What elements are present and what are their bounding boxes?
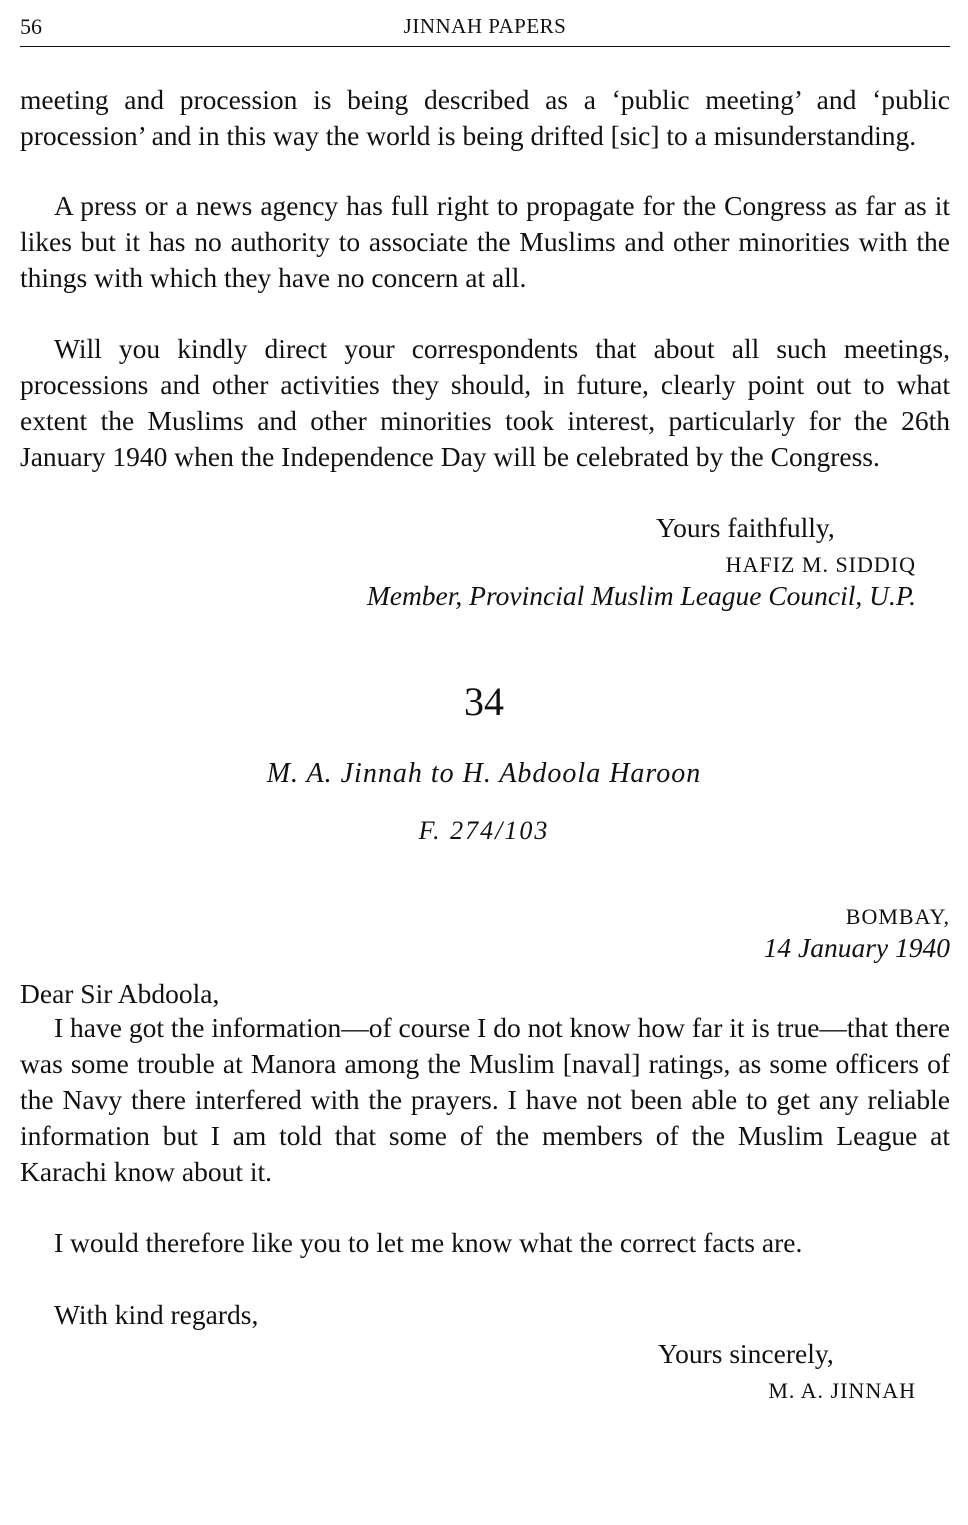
continuation-paragraph: meeting and procession is being described as a ‘public meeting’ and ‘public procession’ and in this way the world is being drifted [sic] to a misunderstanding. xyxy=(20,84,950,151)
closing-faithfully: Yours faithfully, xyxy=(656,512,835,543)
document-heading: M. A. Jinnah to H. Abdoola Haroon xyxy=(266,758,702,789)
closing-sincerely: Yours sincerely, xyxy=(658,1338,834,1369)
book-title: JINNAH PAPERS xyxy=(403,14,567,38)
date: 14 January 1940 xyxy=(763,932,950,963)
salutation: Dear Sir Abdoola, xyxy=(20,978,220,1009)
signatory-jinnah: M. A. JINNAH xyxy=(768,1378,916,1403)
page-number: 56 xyxy=(20,14,42,39)
letter-paragraph: I have got the information—of course I do not know how far it is true—that there was some trouble at Manora among the Muslim [naval] ratings, as some officers of the Navy there interfered with the prayers. I have not been able to get any reliable information but I am told that some of the members of the Muslim League at Karachi know about it. xyxy=(20,1012,950,1187)
letter-paragraph: With kind regards, xyxy=(54,1299,259,1330)
continuation-paragraph: Will you kindly direct your correspondents that about all such meetings, processions and other activities they should, in future, clearly point out to what extent the Muslims and other minorities took interest, particularly for the 26th January 1940 when the Independence Day will be celebrated by the Congress. xyxy=(20,333,950,472)
designation-siddiq: Member, Provincial Muslim League Council, U.P. xyxy=(366,580,916,611)
place: BOMBAY, xyxy=(845,904,950,929)
file-reference: F. 274/103 xyxy=(418,816,550,845)
letter-paragraph: I would therefore like you to let me know what the correct facts are. xyxy=(54,1227,803,1258)
running-head xyxy=(20,12,950,47)
continuation-paragraph: A press or a news agency has full right to propagate for the Congress as far as it likes but it has no authority to associate the Muslims and other minorities with the things with which they have no concern at all. xyxy=(20,190,950,293)
document-number: 34 xyxy=(464,679,504,724)
signatory-siddiq: HAFIZ M. SIDDIQ xyxy=(725,552,916,577)
